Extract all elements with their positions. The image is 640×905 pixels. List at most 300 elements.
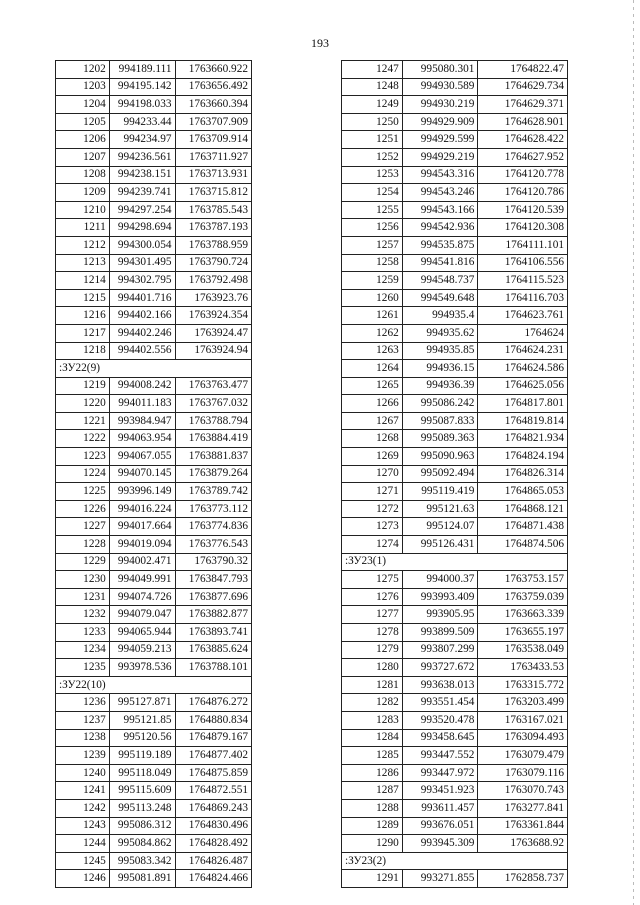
point-number-cell: 1271	[342, 483, 403, 501]
section-row	[342, 553, 568, 571]
point-number-cell: 1227	[56, 518, 110, 536]
x-coordinate-cell: 993447.552	[402, 747, 478, 765]
point-number-cell: 1287	[342, 782, 403, 800]
x-coordinate-cell: 994543.316	[402, 166, 478, 184]
point-number-cell: 1278	[342, 624, 403, 642]
point-number-cell: 1229	[56, 553, 110, 571]
y-coordinate-cell: 1763847.793	[175, 571, 252, 589]
y-coordinate-cell: 1762858.737	[478, 870, 568, 888]
table-row	[342, 764, 568, 782]
table-row	[56, 747, 252, 765]
x-coordinate-cell: 995120.56	[109, 729, 175, 747]
x-coordinate-cell: 994300.054	[109, 236, 175, 254]
table-row	[56, 78, 252, 96]
x-coordinate-cell: 994543.166	[402, 201, 478, 219]
table-row	[56, 430, 252, 448]
x-coordinate-cell: 995081.891	[109, 870, 175, 888]
table-row	[342, 236, 568, 254]
point-number-cell: 1272	[342, 500, 403, 518]
x-coordinate-cell: 993447.972	[402, 764, 478, 782]
table-row	[56, 254, 252, 272]
point-number-cell: 1285	[342, 747, 403, 765]
point-number-cell: 1255	[342, 201, 403, 219]
x-coordinate-cell: 993945.309	[402, 835, 478, 853]
x-coordinate-cell: 995127.871	[109, 694, 175, 712]
x-coordinate-cell: 994017.664	[109, 518, 175, 536]
x-coordinate-cell: 995124.07	[402, 518, 478, 536]
table-row	[342, 588, 568, 606]
x-coordinate-cell: 993905.95	[402, 606, 478, 624]
point-number-cell: 1290	[342, 835, 403, 853]
point-number-cell: 1257	[342, 236, 403, 254]
point-number-cell: 1236	[56, 694, 110, 712]
table-row	[56, 782, 252, 800]
y-coordinate-cell: 1764824.466	[175, 870, 252, 888]
point-number-cell: 1266	[342, 395, 403, 413]
x-coordinate-cell: 994535.875	[402, 236, 478, 254]
y-coordinate-cell: 1763713.931	[175, 166, 252, 184]
y-coordinate-cell: 1763884.419	[175, 430, 252, 448]
x-coordinate-cell: 994000.37	[402, 571, 478, 589]
y-coordinate-cell: 1764865.053	[478, 483, 568, 501]
x-coordinate-cell: 994936.15	[402, 360, 478, 378]
point-number-cell: 1268	[342, 430, 403, 448]
x-coordinate-cell: 995121.63	[402, 500, 478, 518]
table-row	[56, 324, 252, 342]
x-coordinate-cell: 993520.478	[402, 711, 478, 729]
point-number-cell: 1245	[56, 852, 110, 870]
y-coordinate-cell: 1763893.741	[175, 624, 252, 642]
table-row	[56, 272, 252, 290]
x-coordinate-cell: 994233.44	[109, 113, 175, 131]
table-row	[56, 553, 252, 571]
x-coordinate-cell: 994542.936	[402, 219, 478, 237]
point-number-cell: 1214	[56, 272, 110, 290]
y-coordinate-cell: 1763790.724	[175, 254, 252, 272]
table-row	[342, 483, 568, 501]
y-coordinate-cell: 1764624.586	[478, 360, 568, 378]
page-number: 193	[311, 36, 329, 50]
y-coordinate-cell: 1764627.952	[478, 148, 568, 166]
y-coordinate-cell: 1763656.492	[175, 78, 252, 96]
y-coordinate-cell: 1764116.703	[478, 289, 568, 307]
y-coordinate-cell: 1764877.402	[175, 747, 252, 765]
point-number-cell: 1286	[342, 764, 403, 782]
point-number-cell: 1239	[56, 747, 110, 765]
table-row	[342, 342, 568, 360]
y-coordinate-cell: 1763788.959	[175, 236, 252, 254]
table-row	[56, 729, 252, 747]
x-coordinate-cell: 994059.213	[109, 641, 175, 659]
x-coordinate-cell: 994063.954	[109, 430, 175, 448]
table-row	[56, 659, 252, 677]
point-number-cell: 1279	[342, 641, 403, 659]
point-number-cell: 1209	[56, 184, 110, 202]
x-coordinate-cell: 994935.85	[402, 342, 478, 360]
point-number-cell: 1241	[56, 782, 110, 800]
point-number-cell: 1260	[342, 289, 403, 307]
x-coordinate-cell: 994301.495	[109, 254, 175, 272]
table-row	[56, 835, 252, 853]
y-coordinate-cell: 1764874.506	[478, 536, 568, 554]
table-row	[56, 641, 252, 659]
x-coordinate-cell: 994935.62	[402, 324, 478, 342]
x-coordinate-cell: 994930.219	[402, 96, 478, 114]
x-coordinate-cell: 994936.39	[402, 377, 478, 395]
point-number-cell: 1204	[56, 96, 110, 114]
x-coordinate-cell: 995084.862	[109, 835, 175, 853]
coordinates-table-right	[341, 60, 568, 888]
x-coordinate-cell: 994929.219	[402, 148, 478, 166]
point-number-cell: 1203	[56, 78, 110, 96]
point-number-cell: 1212	[56, 236, 110, 254]
table-row	[56, 711, 252, 729]
y-coordinate-cell: 1764826.314	[478, 465, 568, 483]
y-coordinate-cell: 1764822.47	[478, 61, 568, 79]
x-coordinate-cell: 993978.536	[109, 659, 175, 677]
table-row	[342, 289, 568, 307]
y-coordinate-cell: 1764628.901	[478, 113, 568, 131]
point-number-cell: 1238	[56, 729, 110, 747]
point-number-cell: 1235	[56, 659, 110, 677]
table-row	[56, 483, 252, 501]
table-row	[342, 571, 568, 589]
x-coordinate-cell: 995115.609	[109, 782, 175, 800]
y-coordinate-cell: 1764625.056	[478, 377, 568, 395]
table-row	[56, 219, 252, 237]
x-coordinate-cell: 994067.055	[109, 448, 175, 466]
y-coordinate-cell: 1763773.112	[175, 500, 252, 518]
point-number-cell: 1277	[342, 606, 403, 624]
x-coordinate-cell: 995092.494	[402, 465, 478, 483]
y-coordinate-cell: 1763433.53	[478, 659, 568, 677]
table-row	[56, 870, 252, 888]
point-number-cell: 1291	[342, 870, 403, 888]
point-number-cell: 1265	[342, 377, 403, 395]
x-coordinate-cell: 994929.599	[402, 131, 478, 149]
point-number-cell: 1222	[56, 430, 110, 448]
point-number-cell: 1258	[342, 254, 403, 272]
table-row	[56, 500, 252, 518]
point-number-cell: 1213	[56, 254, 110, 272]
y-coordinate-cell: 1763788.794	[175, 412, 252, 430]
x-coordinate-cell: 994548.737	[402, 272, 478, 290]
point-number-cell: 1264	[342, 360, 403, 378]
x-coordinate-cell: 993458.645	[402, 729, 478, 747]
x-coordinate-cell: 993984.947	[109, 412, 175, 430]
table-row	[56, 289, 252, 307]
point-number-cell: 1250	[342, 113, 403, 131]
table-row	[342, 148, 568, 166]
y-coordinate-cell: 1763709.914	[175, 131, 252, 149]
x-coordinate-cell: 995119.189	[109, 747, 175, 765]
x-coordinate-cell: 994302.795	[109, 272, 175, 290]
point-number-cell: 1210	[56, 201, 110, 219]
point-number-cell: 1208	[56, 166, 110, 184]
table-row	[56, 307, 252, 325]
table-row	[342, 78, 568, 96]
point-number-cell: 1207	[56, 148, 110, 166]
y-coordinate-cell: 1763707.909	[175, 113, 252, 131]
point-number-cell: 1219	[56, 377, 110, 395]
y-coordinate-cell: 1763885.624	[175, 641, 252, 659]
table-row	[56, 448, 252, 466]
x-coordinate-cell: 994198.033	[109, 96, 175, 114]
section-label: :ЗУ22(9)	[56, 360, 252, 378]
x-coordinate-cell: 994070.145	[109, 465, 175, 483]
table-row	[56, 817, 252, 835]
y-coordinate-cell: 1763923.76	[175, 289, 252, 307]
x-coordinate-cell: 993611.457	[402, 799, 478, 817]
x-coordinate-cell: 995087.833	[402, 412, 478, 430]
x-coordinate-cell: 994074.726	[109, 588, 175, 606]
point-number-cell: 1270	[342, 465, 403, 483]
point-number-cell: 1206	[56, 131, 110, 149]
y-coordinate-cell: 1764879.167	[175, 729, 252, 747]
x-coordinate-cell: 995113.248	[109, 799, 175, 817]
x-coordinate-cell: 993727.672	[402, 659, 478, 677]
table-row	[56, 395, 252, 413]
x-coordinate-cell: 995086.242	[402, 395, 478, 413]
x-coordinate-cell: 994935.4	[402, 307, 478, 325]
point-number-cell: 1275	[342, 571, 403, 589]
y-coordinate-cell: 1763759.039	[478, 588, 568, 606]
table-row	[56, 799, 252, 817]
point-number-cell: 1225	[56, 483, 110, 501]
y-coordinate-cell: 1764120.308	[478, 219, 568, 237]
y-coordinate-cell: 1764111.101	[478, 236, 568, 254]
x-coordinate-cell: 993271.855	[402, 870, 478, 888]
point-number-cell: 1288	[342, 799, 403, 817]
y-coordinate-cell: 1764824.194	[478, 448, 568, 466]
x-coordinate-cell: 993996.149	[109, 483, 175, 501]
table-row	[342, 254, 568, 272]
point-number-cell: 1220	[56, 395, 110, 413]
y-coordinate-cell: 1763753.157	[478, 571, 568, 589]
y-coordinate-cell: 1763688.92	[478, 835, 568, 853]
point-number-cell: 1261	[342, 307, 403, 325]
table-row	[56, 412, 252, 430]
section-row	[56, 676, 252, 694]
table-row	[56, 113, 252, 131]
y-coordinate-cell: 1763315.772	[478, 676, 568, 694]
table-row	[342, 201, 568, 219]
x-coordinate-cell: 995089.363	[402, 430, 478, 448]
x-coordinate-cell: 994011.183	[109, 395, 175, 413]
point-number-cell: 1205	[56, 113, 110, 131]
point-number-cell: 1289	[342, 817, 403, 835]
y-coordinate-cell: 1763877.696	[175, 588, 252, 606]
y-coordinate-cell: 1764872.551	[175, 782, 252, 800]
point-number-cell: 1202	[56, 61, 110, 79]
table-row	[342, 729, 568, 747]
x-coordinate-cell: 994929.909	[402, 113, 478, 131]
y-coordinate-cell: 1764828.492	[175, 835, 252, 853]
table-row	[342, 61, 568, 79]
point-number-cell: 1230	[56, 571, 110, 589]
x-coordinate-cell: 995119.419	[402, 483, 478, 501]
x-coordinate-cell: 994402.246	[109, 324, 175, 342]
y-coordinate-cell: 1763924.94	[175, 342, 252, 360]
point-number-cell: 1274	[342, 536, 403, 554]
x-coordinate-cell: 993993.409	[402, 588, 478, 606]
table-row	[342, 606, 568, 624]
point-number-cell: 1247	[342, 61, 403, 79]
table-row	[56, 571, 252, 589]
x-coordinate-cell: 995090.963	[402, 448, 478, 466]
point-number-cell: 1233	[56, 624, 110, 642]
point-number-cell: 1254	[342, 184, 403, 202]
point-number-cell: 1223	[56, 448, 110, 466]
x-coordinate-cell: 994019.094	[109, 536, 175, 554]
y-coordinate-cell: 1763789.742	[175, 483, 252, 501]
section-row	[342, 852, 568, 870]
x-coordinate-cell: 994239.741	[109, 184, 175, 202]
point-number-cell: 1243	[56, 817, 110, 835]
y-coordinate-cell: 1764115.523	[478, 272, 568, 290]
y-coordinate-cell: 1763277.841	[478, 799, 568, 817]
table-row	[342, 536, 568, 554]
y-coordinate-cell: 1764624	[478, 324, 568, 342]
y-coordinate-cell: 1763715.812	[175, 184, 252, 202]
x-coordinate-cell: 994238.151	[109, 166, 175, 184]
point-number-cell: 1251	[342, 131, 403, 149]
table-row	[342, 307, 568, 325]
x-coordinate-cell: 994401.716	[109, 289, 175, 307]
point-number-cell: 1259	[342, 272, 403, 290]
x-coordinate-cell: 994297.254	[109, 201, 175, 219]
y-coordinate-cell: 1764817.801	[478, 395, 568, 413]
point-number-cell: 1244	[56, 835, 110, 853]
table-row	[342, 465, 568, 483]
section-label: :ЗУ22(10)	[56, 676, 252, 694]
y-coordinate-cell: 1764106.556	[478, 254, 568, 272]
point-number-cell: 1280	[342, 659, 403, 677]
x-coordinate-cell: 994402.166	[109, 307, 175, 325]
table-row	[342, 711, 568, 729]
x-coordinate-cell: 994002.471	[109, 553, 175, 571]
y-coordinate-cell: 1764826.487	[175, 852, 252, 870]
y-coordinate-cell: 1763924.47	[175, 324, 252, 342]
table-row	[56, 96, 252, 114]
y-coordinate-cell: 1763711.927	[175, 148, 252, 166]
table-row	[56, 606, 252, 624]
table-row	[342, 641, 568, 659]
table-row	[342, 324, 568, 342]
table-row	[342, 131, 568, 149]
point-number-cell: 1218	[56, 342, 110, 360]
table-row	[56, 694, 252, 712]
point-number-cell: 1221	[56, 412, 110, 430]
table-row	[342, 782, 568, 800]
x-coordinate-cell: 994016.224	[109, 500, 175, 518]
table-row	[342, 377, 568, 395]
y-coordinate-cell: 1763882.877	[175, 606, 252, 624]
y-coordinate-cell: 1763361.844	[478, 817, 568, 835]
table-row	[342, 500, 568, 518]
table-row	[56, 588, 252, 606]
x-coordinate-cell: 995126.431	[402, 536, 478, 554]
table-row	[56, 61, 252, 79]
table-row	[342, 395, 568, 413]
y-coordinate-cell: 1763792.498	[175, 272, 252, 290]
table-row	[342, 518, 568, 536]
y-coordinate-cell: 1763094.493	[478, 729, 568, 747]
point-number-cell: 1242	[56, 799, 110, 817]
y-coordinate-cell: 1764120.786	[478, 184, 568, 202]
point-number-cell: 1262	[342, 324, 403, 342]
y-coordinate-cell: 1763663.339	[478, 606, 568, 624]
table-row	[56, 624, 252, 642]
y-coordinate-cell: 1763879.264	[175, 465, 252, 483]
point-number-cell: 1253	[342, 166, 403, 184]
y-coordinate-cell: 1764819.814	[478, 412, 568, 430]
x-coordinate-cell: 993807.299	[402, 641, 478, 659]
x-coordinate-cell: 994065.944	[109, 624, 175, 642]
x-coordinate-cell: 994008.242	[109, 377, 175, 395]
point-number-cell: 1276	[342, 588, 403, 606]
y-coordinate-cell: 1763203.499	[478, 694, 568, 712]
y-coordinate-cell: 1764629.734	[478, 78, 568, 96]
point-number-cell: 1282	[342, 694, 403, 712]
point-number-cell: 1226	[56, 500, 110, 518]
table-row	[56, 536, 252, 554]
point-number-cell: 1228	[56, 536, 110, 554]
point-number-cell: 1284	[342, 729, 403, 747]
y-coordinate-cell: 1764624.231	[478, 342, 568, 360]
x-coordinate-cell: 994402.556	[109, 342, 175, 360]
x-coordinate-cell: 993899.509	[402, 624, 478, 642]
y-coordinate-cell: 1764875.859	[175, 764, 252, 782]
y-coordinate-cell: 1763070.743	[478, 782, 568, 800]
table-row	[342, 430, 568, 448]
table-row	[56, 518, 252, 536]
table-row	[342, 448, 568, 466]
x-coordinate-cell: 994930.589	[402, 78, 478, 96]
point-number-cell: 1267	[342, 412, 403, 430]
y-coordinate-cell: 1764868.121	[478, 500, 568, 518]
point-number-cell: 1252	[342, 148, 403, 166]
table-row	[56, 465, 252, 483]
table-row	[342, 360, 568, 378]
table-row	[342, 694, 568, 712]
point-number-cell: 1281	[342, 676, 403, 694]
point-number-cell: 1234	[56, 641, 110, 659]
table-row	[342, 624, 568, 642]
point-number-cell: 1211	[56, 219, 110, 237]
y-coordinate-cell: 1764871.438	[478, 518, 568, 536]
table-row	[56, 342, 252, 360]
point-number-cell: 1237	[56, 711, 110, 729]
section-row	[56, 360, 252, 378]
table-row	[56, 764, 252, 782]
x-coordinate-cell: 993638.013	[402, 676, 478, 694]
table-row	[342, 219, 568, 237]
table-row	[56, 236, 252, 254]
section-label: :ЗУ23(2)	[342, 852, 568, 870]
x-coordinate-cell: 994549.648	[402, 289, 478, 307]
point-number-cell: 1246	[56, 870, 110, 888]
table-row	[342, 412, 568, 430]
x-coordinate-cell: 994195.142	[109, 78, 175, 96]
y-coordinate-cell: 1763538.049	[478, 641, 568, 659]
x-coordinate-cell: 995086.312	[109, 817, 175, 835]
table-row	[342, 799, 568, 817]
section-label: :ЗУ23(1)	[342, 553, 568, 571]
table-row	[342, 676, 568, 694]
table-row	[56, 184, 252, 202]
y-coordinate-cell: 1763655.197	[478, 624, 568, 642]
